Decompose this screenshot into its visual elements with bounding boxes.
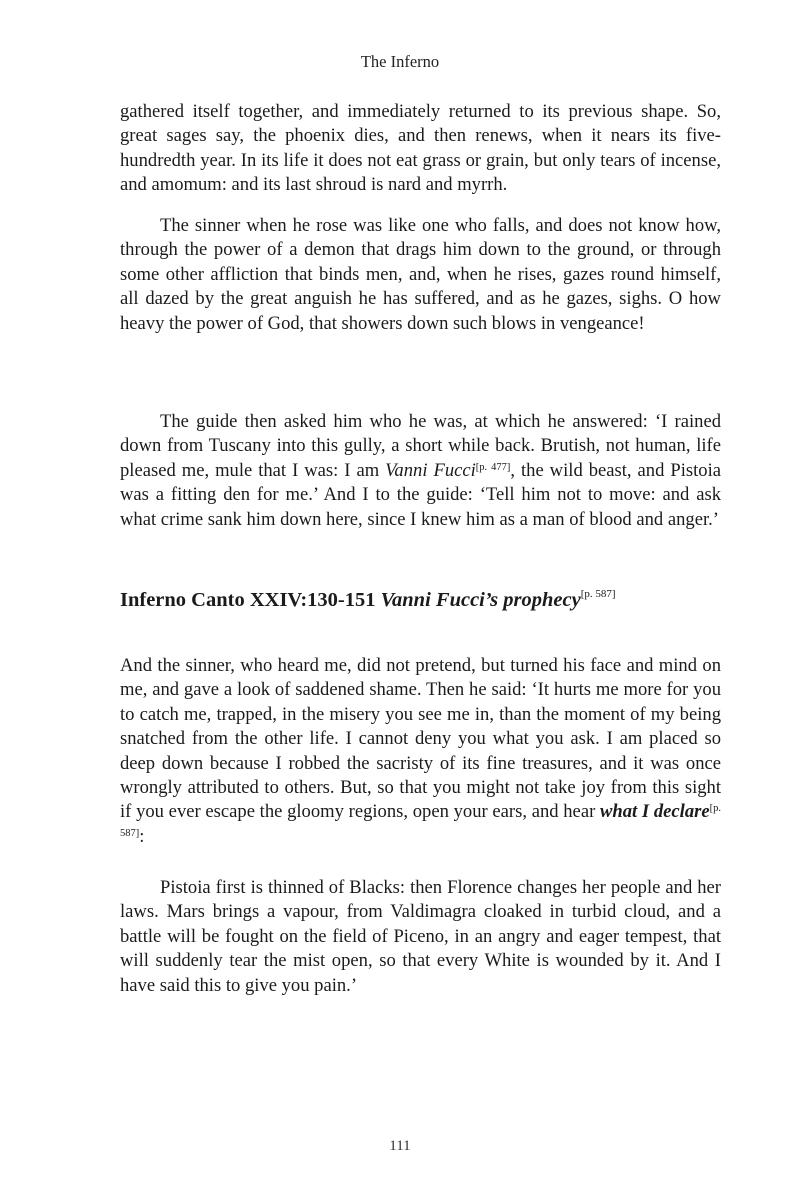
section-heading-reference[interactable]: [p. 587] [580, 588, 616, 600]
paragraph-phoenix: gathered itself together, and immediately returned to its previous shape. So, great sages say, the phoenix dies, and then renews, when it nears its five-hundredth year. In its life it does not eat grass or grain, but only tears of incense, and amomum: and its last shroud is nard and myrrh. [120, 101, 721, 196]
what-i-declare-link[interactable]: what I declare [599, 801, 710, 823]
page-number: 111 [389, 1138, 411, 1154]
section-heading [120, 586, 721, 614]
paragraph-text: And the sinner, who heard me, did not pretend, but turned his face and mind on me, and gave a look of saddened shame. Then he said: ‘It hurts me more for you to catch me, trapped, in the misery you see me in, than the moment of my being snatched from the other life. I cannot deny you what you ask. I am placed so deep down because I robbed the sacristy of its fine treasures, and it was once wrongly attributed to others. But, so that you might not take joy from this sight if you ever escape the gloomy regions, open your ears, and hear [120, 655, 721, 823]
vanni-fucci-name: Vanni Fucci [385, 459, 476, 481]
paragraph-sinner-rises: The sinner when he rose was like one who falls, and does not know how, through the power of a demon that drags him down to the ground, or through some other affliction that binds men, and, when he rises, gazes round himself, all dazed by the great anguish he has suffered, and as he gazes, sighs. O how heavy the power of God, that showers down such blows in vengeance! [120, 215, 721, 334]
paragraph-prophecy: Pistoia first is thinned of Blacks: then Florence changes her people and her laws. Mars brings a vapour, from Valdimagra cloaked in turbid cloud, and a battle will be fought on the field of Piceno, in an angry and eager tempest, that will suddenly tear the mist open, so that every White is wounded by it. And I have said this to give you pain.’ [120, 877, 721, 996]
paragraph-vanni-fucci [120, 410, 721, 532]
page-reference[interactable]: [p. 587] [120, 803, 721, 839]
paragraph-text: , the wild beast, and Pistoia was a fitting den for me.’ And I to the guide: ‘Tell him not to move: and ask what crime sank him down here, since I knew him as a man of blood and anger.’ [120, 459, 721, 530]
paragraph-sinner-speaks [120, 654, 721, 849]
running-head: The Inferno [360, 52, 440, 71]
page-reference[interactable]: [p. 477] [475, 461, 511, 473]
section-heading-title: Vanni Fucci’s prophecy [380, 589, 581, 611]
paragraph-text: : [139, 825, 145, 847]
paragraph-text: The guide then asked him who he was, at which he answered: ‘I rained down from Tuscany into this gully, a short while back. Brutish, not human, life pleased me, mule that I was: I am [120, 411, 721, 481]
section-heading-label: Inferno Canto XXIV:130-151 [120, 589, 376, 611]
